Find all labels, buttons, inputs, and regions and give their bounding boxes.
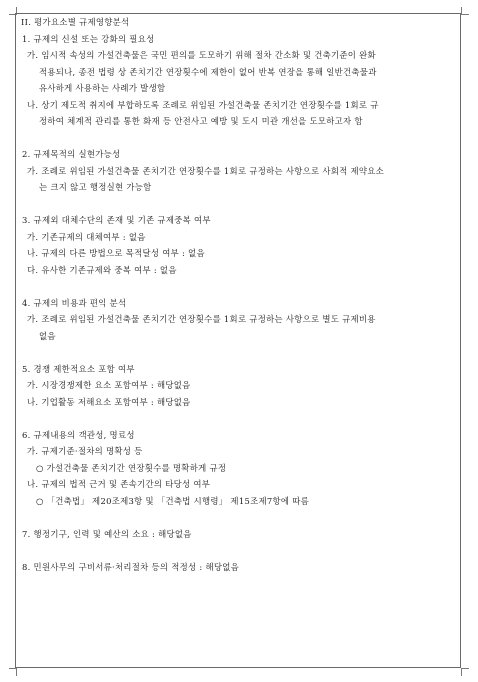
document-body	[21, 14, 455, 575]
section-4-item-ga: 가. 조례로 위임된 가설건축물 존치기간 연장횟수를 1회로 규정하는 사항으로 별도 규제비용 없음	[27, 314, 376, 341]
section-6-item-na-bullet: ○ 「건축법」 제20조제3항 및 「건축법 시행령」 제15조제7항에 따름	[36, 495, 310, 506]
section-1-item-na: 나. 상기 제도적 취지에 부합하도록 조례로 위임된 가설건축물 존치기간 연장횟수를 1회로 규 정하여 체계적 관리를 통한 화재 등 안전사고 예방 및 도시 미관 개선을 도모하고자 함	[27, 99, 379, 126]
section-6-item-ga-bullet: ○ 가설건축물 존치기간 연장횟수를 명확하게 규정	[36, 462, 227, 473]
section-heading-8: 8. 민원사무의 구비서류·처리절차 등의 적정성 : 해당없음	[22, 561, 240, 572]
section-5-item-na: 나. 기업활동 저해요소 포함여부 : 해당없음	[27, 396, 191, 407]
document-title: II. 평가요소별 규제영향분석	[21, 17, 130, 27]
section-3-item-da: 다. 유사한 기존규제와 중복 여부 : 없음	[27, 264, 177, 275]
section-6-item-na: 나. 규제의 법적 근거 및 존속기간의 타당성 여부	[27, 479, 211, 489]
section-5-item-ga: 가. 시장경쟁제한 요소 포함여부 : 해당없음	[27, 380, 191, 390]
section-heading-4: 4. 규제의 비용과 편익 분석	[22, 297, 127, 308]
section-heading-6: 6. 규제내용의 객관성, 명료성	[22, 429, 135, 440]
section-heading-7: 7. 행정기구, 인력 및 예산의 소요 : 해당없음	[22, 528, 192, 539]
section-heading-5: 5. 경쟁 제한적요소 포함 여부	[22, 363, 135, 374]
section-heading-2: 2. 규제목적의 실현가능성	[22, 149, 121, 159]
section-3-item-na: 나. 규제의 다른 방법으로 목적달성 여부 : 없음	[27, 248, 205, 258]
section-1-item-ga: 가. 임시적 속성의 가설건축물은 국민 편의를 도모하기 위해 절차 간소화 및 건축기준이 완화 적용되나, 종전 법령 상 존치기간 연장횟수에 제한이 없어 반복 연장을 통해 일반건축물과 유사하게 사용하는 사례가 발생함	[27, 50, 377, 93]
section-heading-3: 3. 규제외 대체수단의 존재 및 기존 규제중복 여부	[22, 215, 211, 225]
section-3-item-ga: 가. 기존규제의 대체여부 : 없음	[27, 231, 146, 242]
crop-mark-bottom-left	[9, 668, 17, 676]
section-heading-1: 1. 규제의 신설 또는 강화의 필요성	[22, 33, 155, 44]
section-2-item-ga: 가. 조례로 위임된 가설건축물 존치기간 연장횟수를 1회로 규정하는 사항으로 사회적 제약요소 는 크지 않고 행정실현 가능함	[27, 165, 385, 192]
crop-mark-bottom-right	[461, 668, 469, 676]
crop-mark-top-right	[461, 7, 469, 15]
section-6-item-ga: 가. 규제기준·절차의 명확성 등	[27, 446, 143, 456]
